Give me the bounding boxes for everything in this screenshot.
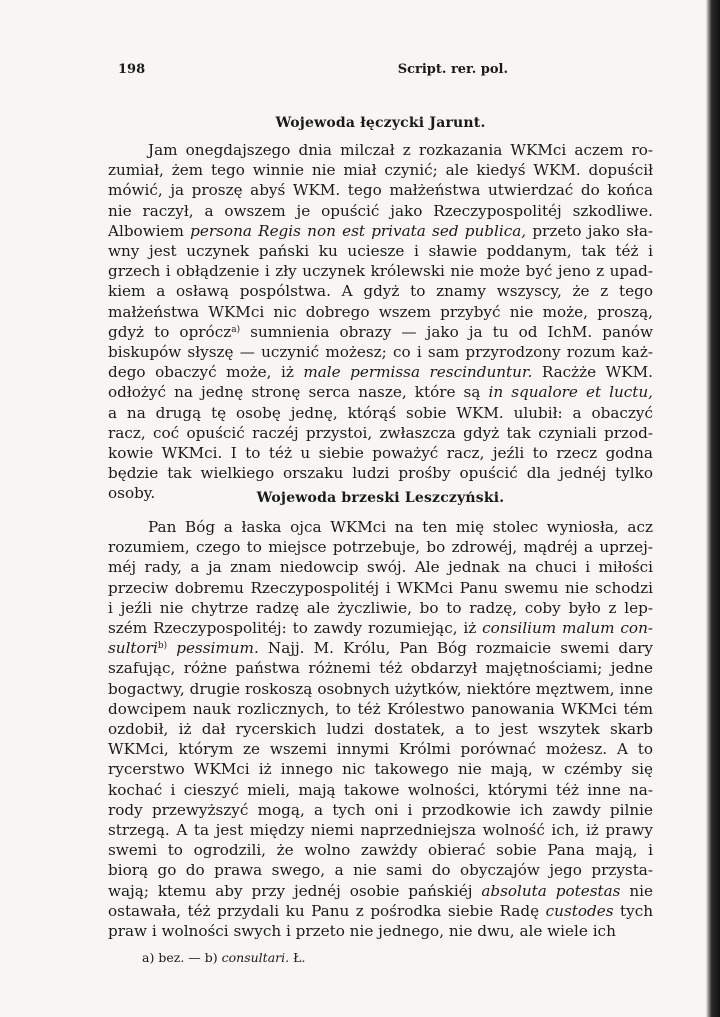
- text-line: [108, 463, 653, 483]
- text-span: mówić, ja proszę abyś WKM. tego małżeństwa utwierdzać do końca: [108, 181, 653, 200]
- text-line: [108, 140, 653, 160]
- text-span: kowie WKMci. I to téż u siebie poważyć racz, jeźli to rzecz godna: [108, 444, 653, 463]
- text-span: praw i wolności swych i przeto nie jednego, nie dwu, ale wiele ich: [108, 922, 616, 941]
- text-line: [108, 201, 653, 221]
- text-span: rozumiem, czego to miejsce potrzebuje, bo zdrowéj, mądréj a uprzej-: [108, 538, 653, 557]
- text-line: [108, 921, 653, 941]
- text-span: dego obaczyć może, iż: [108, 363, 304, 382]
- paragraph-leszczynski: [108, 517, 653, 941]
- text-span: Pan Bóg a łaska ojca WKMci na ten mię stolec wyniosła, acz: [148, 518, 653, 536]
- text-line: [108, 739, 653, 759]
- text-line: [108, 302, 653, 322]
- text-span: rody przewyższyć mogą, a tych oni i przodkowie ich zawdy pilnie: [108, 800, 653, 819]
- text-line: [108, 160, 653, 180]
- footnote-b-text: consultari.: [221, 950, 290, 965]
- text-line: [108, 443, 653, 463]
- text-span: sumnienia obrazy — jako ja tu od IchM. panów: [240, 322, 653, 341]
- page-header: [118, 62, 658, 77]
- text-span: rycerstwo WKMci iż innego nic takowego nie mają, w czémby się: [108, 760, 653, 779]
- footnote-marker: a): [231, 324, 241, 335]
- text-line: [108, 820, 653, 840]
- italic-latin-phrase: consilium malum con-: [482, 619, 653, 638]
- text-span: odłożyć na jednę stronę serca nasze, które są: [108, 383, 489, 402]
- text-span: przeto jako sła-: [526, 221, 654, 240]
- text-line: [108, 800, 653, 820]
- text-span: kiem a osławą pospólstwa. A gdyż to znamy wszyscy, że z tego: [108, 282, 653, 301]
- footnote-marker: b): [157, 641, 168, 652]
- text-span: dowcipem nauk rozlicznych, to téż Królestwo panowania WKMci tém: [108, 699, 653, 718]
- text-span: tych: [613, 901, 653, 920]
- footnote-separator: —: [188, 950, 201, 965]
- text-span: méj rady, a ja znam niedowcip swój. Ale jednak na chuci i miłości: [108, 558, 653, 577]
- italic-latin-phrase: pessimum.: [176, 639, 259, 658]
- text-span: bogactwy, drugie roskoszą osobnych użytków, niektóre męztwem, inne: [108, 679, 653, 698]
- text-line: [108, 840, 653, 860]
- footnote-b-mark: b): [204, 950, 218, 965]
- text-line: [108, 780, 653, 800]
- text-span: swemi to ogrodzili, że wolno zawżdy obierać sobie Pana mają, i: [108, 841, 653, 860]
- text-span: biskupów słyszę — uczynić możesz; co i sam przyrodzony rozum każ-: [108, 343, 653, 362]
- italic-latin-phrase: absoluta potestas: [481, 881, 621, 900]
- text-span: ostawała, téż przydali ku Panu z pośrodka siebie Radę: [108, 901, 546, 920]
- text-line: [108, 598, 653, 618]
- italic-latin-phrase: sultori: [108, 639, 158, 658]
- text-line: [108, 342, 653, 362]
- text-line: [108, 658, 653, 678]
- text-span: biorą go do prawa swego, a nie sami do obyczajów jego przysta-: [108, 861, 653, 880]
- text-span: nie: [620, 881, 653, 900]
- text-line: [108, 517, 653, 537]
- footnote-b-source: Ł.: [293, 950, 306, 965]
- italic-latin-phrase: male permissa rescinduntur.: [303, 363, 533, 382]
- text-span: grzech i obłądzenie i zły uczynek królewski nie może być jeno z upad-: [108, 262, 653, 281]
- text-line: [108, 901, 653, 921]
- page-number: 198: [118, 62, 146, 77]
- text-line: [108, 860, 653, 880]
- text-line: [108, 281, 653, 301]
- text-line: [108, 618, 653, 638]
- section-title-jarunt: Wojewoda łęczycki Jarunt.: [275, 115, 486, 131]
- section-title-leszczynski: Wojewoda brzeski Leszczyński.: [256, 490, 505, 506]
- text-span: zumiał, żem tego winnie nie miał czynić; ale kiedyś WKM. dopuścił: [108, 161, 653, 180]
- footnotes: [142, 950, 305, 965]
- text-line: [108, 719, 653, 739]
- footnote-a-mark: a): [142, 950, 155, 965]
- text-span: szém Rzeczypospolitéj: to zawdy rozumiejąc, iż: [108, 619, 483, 638]
- text-span: małżeństwa WKMci nic dobrego wszem przybyć nie może, proszą,: [108, 302, 653, 321]
- text-line: [108, 578, 653, 598]
- text-line: [108, 423, 653, 443]
- text-span: Najj. M. Królu, Pan Bóg rozmaicie swemi dary: [258, 639, 654, 658]
- text-span: przeciw dobremu Rzeczypospolitéj i WKMci Panu swemu nie schodzi: [108, 578, 653, 597]
- text-line: [108, 881, 653, 901]
- text-span: szafując, różne państwa różnemi téż obdarzył majętnościami; jedne: [108, 659, 653, 678]
- text-span: nie raczył, a owszem je opuścić jako Rzeczypospolitéj szkodliwe.: [108, 201, 653, 220]
- text-line: [108, 638, 653, 658]
- italic-latin-phrase: custodes: [545, 901, 614, 920]
- text-line: [108, 322, 653, 342]
- text-span: racz, coć opuścić raczéj przystoi, zwłaszcza gdyż tak czyniali przod-: [108, 423, 653, 442]
- text-span: [167, 639, 176, 657]
- text-span: strzegą. A ta jest między niemi naprzedniejsza wolność ich, iż prawy: [108, 821, 653, 840]
- text-line: [108, 382, 653, 402]
- text-span: gdyż to oprócz: [108, 322, 232, 341]
- text-line: [108, 180, 653, 200]
- text-span: kochać i cieszyć mieli, mają takowe wolności, którymi téż inne na-: [108, 780, 653, 799]
- text-line: [108, 557, 653, 577]
- text-span: Racżże WKM.: [532, 363, 653, 382]
- text-span: ozdobił, iż dał rycerskich ludzi dostatek, a to jest wszytek skarb: [108, 720, 653, 739]
- italic-latin-phrase: persona Regis non est privata sed publica,: [190, 221, 527, 240]
- italic-latin-phrase: in squalore et luctu,: [488, 383, 654, 402]
- text-line: [108, 241, 653, 261]
- text-span: i jeźli nie chytrze radzę ale życzliwie, bo to radzę, coby było z lep-: [108, 598, 653, 617]
- paragraph-jarunt: [108, 140, 653, 504]
- text-span: wny jest uczynek pański ku uciesze i sławie poddanym, tak téż i: [108, 242, 653, 261]
- text-line: [108, 537, 653, 557]
- text-line: [108, 362, 653, 382]
- text-line: [108, 403, 653, 423]
- page-edge-shadow: [706, 0, 720, 1017]
- text-span: Jam onegdajszego dnia milczał z rozkazania WKMci aczem ro-: [148, 141, 653, 159]
- text-span: osoby.: [108, 484, 156, 503]
- text-span: wają; ktemu aby przy jednéj osobie pańskiéj: [108, 881, 482, 900]
- text-span: będzie tak wielkiego orszaku ludzi prośby opuścić dla jednéj tylko: [108, 464, 653, 483]
- text-line: [108, 221, 653, 241]
- text-span: WKMci, którym ze wszemi innymi Królmi porównać możesz. A to: [108, 740, 653, 759]
- text-line: [108, 699, 653, 719]
- text-line: [108, 679, 653, 699]
- text-span: Albowiem: [108, 221, 191, 240]
- text-span: a na drugą tę osobę jednę, którąś sobie WKM. ulubił: a obaczyć: [108, 403, 653, 422]
- footnote-a-text: bez.: [158, 950, 185, 965]
- text-line: [108, 759, 653, 779]
- running-title: Script. rer. pol.: [397, 62, 508, 77]
- text-line: [108, 261, 653, 281]
